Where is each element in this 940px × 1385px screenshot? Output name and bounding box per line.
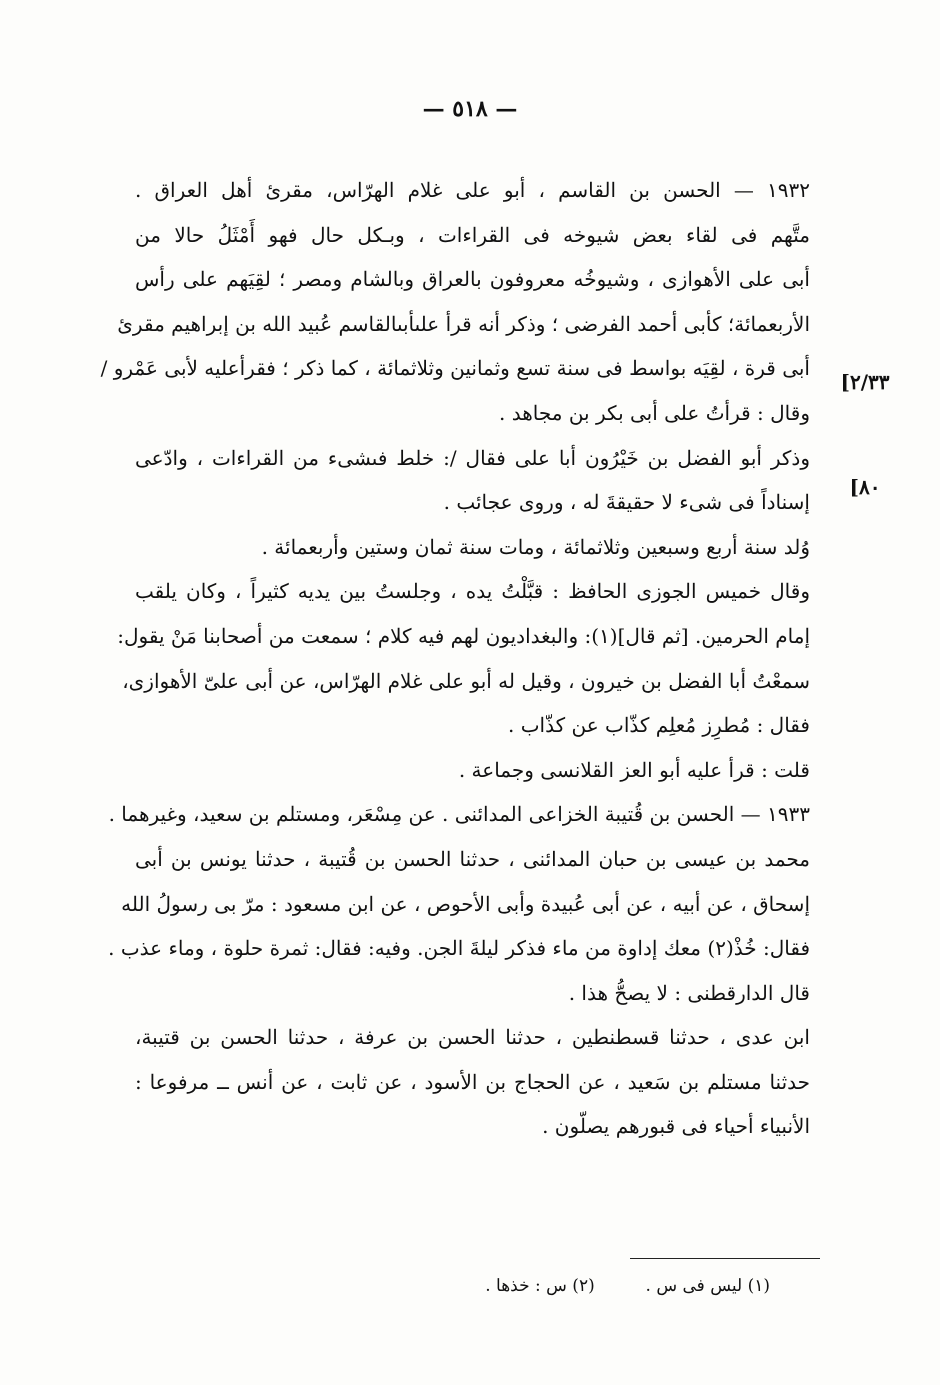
- text-line: فقال: خُذْ(٢) معك إداوة من ماء فذكر ليلةَ الجن. وفيه: فقال: ثمرة حلوة ، وماء عذب .: [108, 936, 810, 961]
- text-line: أبى على الأهوازى ، وشيوخُه معروفون بالعراق وبالشام ومصر ؛ لقِيَهم على رأس: [135, 267, 810, 292]
- text-line: ١٩٣٢ — الحسن بن القاسم ، أبو على غلام الهرّاس، مقرئ أهل العراق .: [135, 178, 810, 202]
- margin-reference: [٢/٣٣: [840, 370, 890, 394]
- text-line: إسناداً فى شىء لا حقيقةَ له ، وروى عجائب .: [443, 490, 810, 515]
- footnotes: [440, 1268, 770, 1304]
- text-line: قلت : قرأ عليه أبو العز القلانسى وجماعة .: [458, 757, 810, 782]
- footnote-1: (١) ليس فى س .: [645, 1276, 770, 1296]
- text-line: وُلد سنة أربع وسبعين وثلاثمائة ، ومات سنة ثمان وستين وأربعمائة .: [261, 534, 810, 559]
- text-line: فقال : مُطرِز مُعلِم كذّاب عن كذّاب .: [508, 713, 810, 738]
- footnote-rule: [630, 1258, 820, 1259]
- text-line: الأربعمائة؛ كأبى أحمد الفرضى ؛ وذكر أنه قرأ علىأبىالقاسم عُبيد الله بن إبراهيم مقرئ: [117, 311, 810, 336]
- text-line: الأنبياء أحياء فى قبورهم يصلّون .: [542, 1114, 810, 1139]
- text-line: وذكر أبو الفضل بن خَيْرُون أبا على فقال /: خلط فىشىء من القراءات ، وادّعى: [135, 445, 810, 470]
- main-text: [100, 168, 810, 1149]
- text-line: أبى قرة ، لقِيَه بواسط فى سنة تسع وثمانين وثلاثمائة ، كما ذكر ؛ فقرأعليه لأبى عَمْرو /: [100, 356, 810, 381]
- margin-reference: [٨٠: [849, 475, 881, 499]
- text-line: محمد بن عيسى بن حبان المدائنى ، حدثنا الحسن بن قُتيبة ، حدثنا يونس بن أبى: [135, 846, 810, 871]
- page-number: — ٥١٨ —: [422, 96, 518, 122]
- text-line: ابن عدى ، حدثنا قسطنطين ، حدثنا الحسن بن عرفة ، حدثنا الحسن بن قتيبة،: [135, 1025, 810, 1050]
- text-line: قال الدارقطنى : لا يصحُّ هذا .: [568, 980, 810, 1005]
- text-line: سمعْتُ أبا الفضل بن خيرون ، وقيل له أبو على غلام الهرّاس، عن أبى علىّ الأهوازى،: [122, 668, 810, 693]
- text-line: إسحاق ، عن أبيه ، عن أبى عُبيدة وأبى الأحوص ، عن ابن مسعود : مرّ بى رسولُ الله: [121, 891, 810, 916]
- footnote-2: (٢) س : خذها .: [485, 1276, 595, 1296]
- text-line: وقال خميس الجوزى الحافظ : قبَّلْتُ يده ، وجلستُ بين يديه كثيراً ، وكان يلقب: [135, 579, 810, 604]
- text-line: ١٩٣٣ — الحسن بن قُتيبة الخزاعى المدائنى . عن مِسْعَر، ومستلم بن سعيد، وغيرهما .: [108, 802, 810, 827]
- text-line: وقال : قرأتُ على أبى بكر بن مجاهد .: [499, 400, 810, 425]
- text-line: متَّهم فى لقاء بعض شيوخه فى القراءات ، وبـكل حال فهو أَمْثَلُ حالا من: [135, 222, 810, 247]
- text-line: إمام الحرمين. [ثم قال](١): والبغداديون لهم فيه كلام ؛ سمعت من أصحابنا مَنْ يقول:: [117, 623, 810, 648]
- text-line: حدثنا مستلم بن سَعيد ، عن الحجاج بن الأسود ، عن ثابت ، عن أنس ــ مرفوعا :: [135, 1069, 810, 1094]
